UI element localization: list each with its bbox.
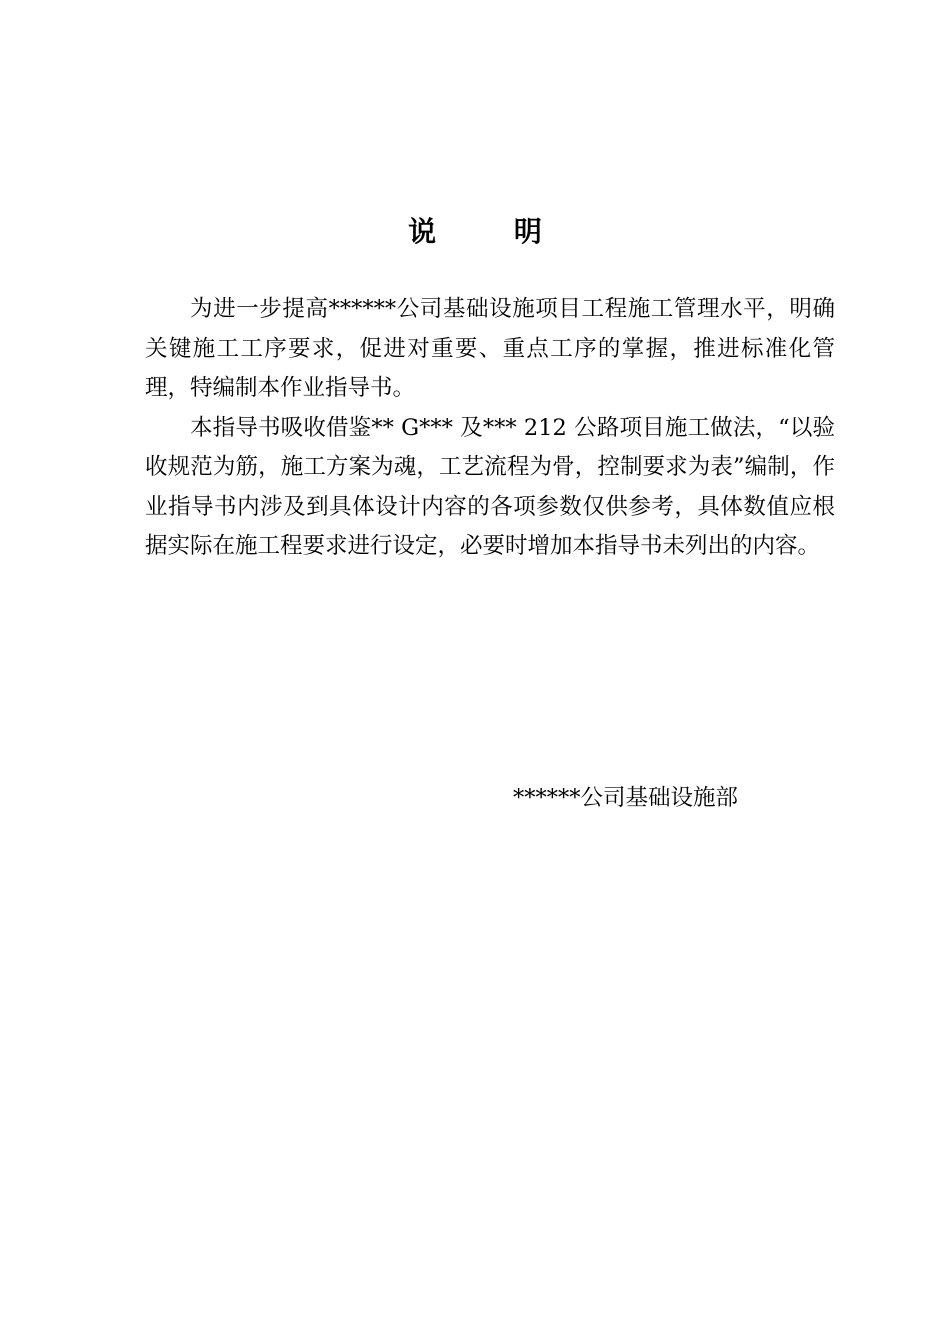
paragraph-purpose: 为进一步提高******公司基础设施项目工程施工管理水平，明确关键施工工序要求，促进对重要、重点工序的掌握，推进标准化管理，特编制本作业指导书。 xyxy=(145,296,835,401)
document-body xyxy=(145,290,835,567)
document-signature: ******公司基础设施部 xyxy=(513,785,739,811)
document-title: 说 明 xyxy=(408,215,576,248)
paragraph-reference: 本指导书吸收借鉴** G*** 及*** 212 公路项目施工做法，“以验收规范为筋，施工方案为魂，工艺流程为骨，控制要求为表”编制，作业指导书内涉及到具体设计内容的各项参数仅供参考，具体数值应根据实际在施工程要求进行设定，必要时增加本指导书未列出的内容。 xyxy=(145,414,835,559)
